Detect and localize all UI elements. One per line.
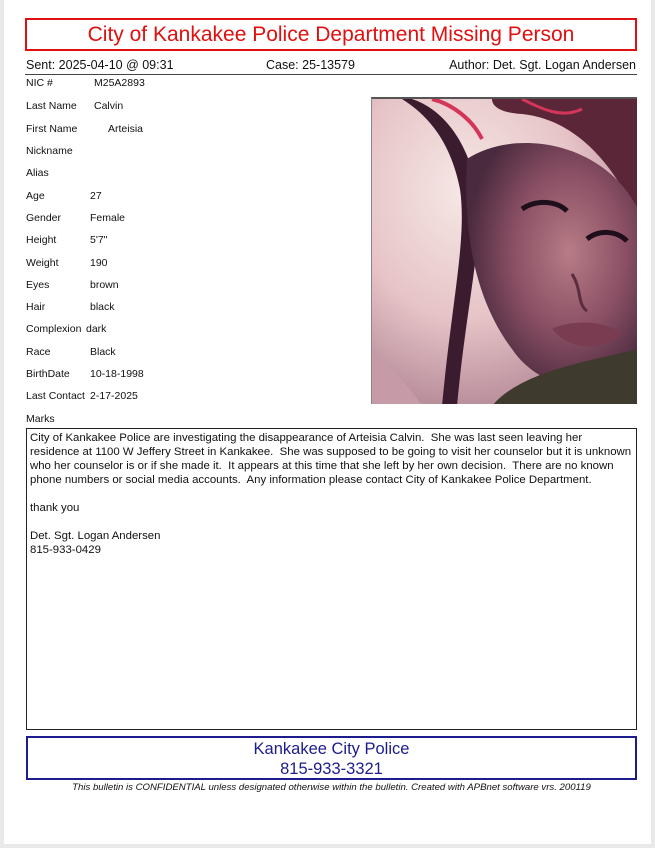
field-value: 190 xyxy=(90,257,108,269)
author-name: Author: Det. Sgt. Logan Andersen xyxy=(449,58,636,72)
field-label: Gender xyxy=(26,212,62,224)
signature-name: Det. Sgt. Logan Andersen xyxy=(30,530,161,542)
bulletin-title: City of Kankakee Police Department Missing Person xyxy=(25,18,637,51)
sent-timestamp: Sent: 2025-04-10 @ 09:31 xyxy=(26,58,174,72)
field-value: 10-18-1998 xyxy=(90,368,144,380)
field-label: First Name xyxy=(26,123,78,135)
header-divider xyxy=(25,74,637,75)
narrative-text: City of Kankakee Police are investigating the disappearance of Arteisia Calvin. She was last seen leaving her residence at 1100 W Jeffery Street in Kankakee. She was supposed to be going to visit her counselor but it is unknown who her counselor is or if she made it. It appears at this time that she left by her own decision. There are no known phone numbers or social media accounts. Any information please contact City of Kankakee Police Department. xyxy=(30,432,635,486)
case-number: Case: 25-13579 xyxy=(266,58,355,72)
field-label: Complexion xyxy=(26,323,82,335)
field-label: BirthDate xyxy=(26,368,70,380)
field-value: 5'7" xyxy=(90,234,108,246)
field-label: Last Name xyxy=(26,100,77,112)
marks-label: Marks xyxy=(26,413,55,425)
field-value: dark xyxy=(86,323,107,335)
field-label: Hair xyxy=(26,301,46,313)
agency-name: Kankakee City Police xyxy=(253,740,410,758)
field-value: Black xyxy=(90,346,116,358)
closing-text: thank you xyxy=(30,502,80,514)
field-label: Height xyxy=(26,234,57,246)
field-label: NIC # xyxy=(26,77,53,89)
field-label: Weight xyxy=(26,257,59,269)
field-label: Last Contact xyxy=(26,390,85,402)
missing-person-photo xyxy=(371,97,637,404)
bulletin-page xyxy=(4,0,651,844)
signature-phone: 815-933-0429 xyxy=(30,544,101,556)
field-value: Female xyxy=(90,212,126,224)
field-label: Race xyxy=(26,346,51,358)
confidentiality-disclaimer: This bulletin is CONFIDENTIAL unless designated otherwise within the bulletin. Created with APBnet software vrs. 200119 xyxy=(72,782,591,793)
field-value: M25A2893 xyxy=(94,77,145,89)
field-label: Alias xyxy=(26,167,49,179)
bulletin-meta-row xyxy=(26,58,636,74)
field-label: Eyes xyxy=(26,279,50,291)
field-value: brown xyxy=(90,279,119,291)
field-label: Nickname xyxy=(26,145,73,157)
field-value: Calvin xyxy=(94,100,124,112)
field-value: black xyxy=(90,301,115,313)
field-value: Arteisia xyxy=(108,123,144,135)
agency-contact-box xyxy=(26,736,637,780)
agency-phone: 815-933-3321 xyxy=(280,760,383,778)
field-label: Age xyxy=(26,190,45,202)
marks-narrative xyxy=(26,428,637,730)
field-value: 27 xyxy=(90,190,102,202)
field-value: 2-17-2025 xyxy=(90,390,138,402)
